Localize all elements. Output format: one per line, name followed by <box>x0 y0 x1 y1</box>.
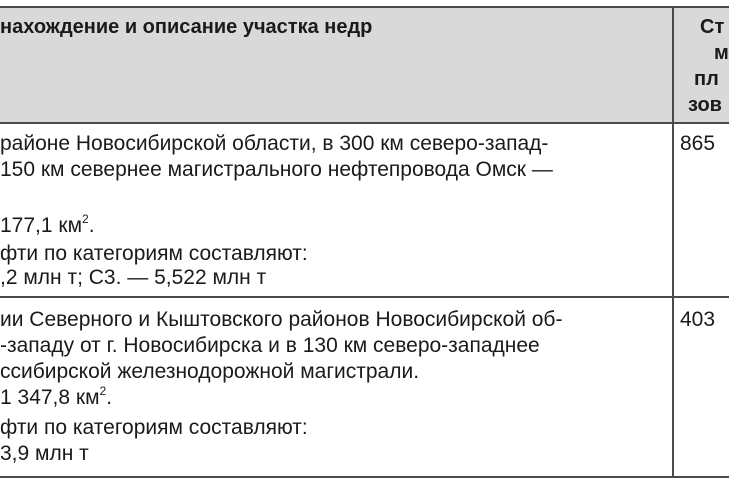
row-2-description-cell <box>0 298 672 478</box>
header-value-line-1: Ст <box>700 16 725 38</box>
row-2-line-1: ии Северного и Кыштовского районов Новосибирской об- <box>0 308 563 331</box>
row-1-area-value: 177,1 км <box>0 214 83 237</box>
row-1-description-cell <box>0 124 672 296</box>
row-1-value: 865 <box>680 132 716 155</box>
row-2-line-3: ссибирской железнодорожной магистрали. <box>0 360 420 383</box>
row-1-area-sup: 2 <box>82 212 89 226</box>
row-1-line-5: фти по категориям составляют: <box>0 242 308 265</box>
header-value-cell <box>672 6 729 124</box>
column-divider <box>672 124 674 478</box>
header-location-title: нахождение и описание участка недр <box>0 16 373 38</box>
header-value-line-4: зов <box>688 94 722 116</box>
row-2-area-line <box>0 386 112 409</box>
row-2-area-dot: . <box>106 386 113 409</box>
header-value-line-3: пл <box>694 68 719 90</box>
header-value-line-2: м <box>714 42 729 64</box>
row-1-line-1: районе Новосибирской области, в 300 км северо-запад- <box>0 132 549 155</box>
row-2-area-sup: 2 <box>99 384 107 398</box>
row-1-area-dot: . <box>88 214 95 237</box>
row-1-value-cell <box>674 124 729 296</box>
row-2-value-cell <box>674 298 729 478</box>
row-2-value: 403 <box>680 308 716 331</box>
row-divider <box>0 296 729 298</box>
row-1-line-6: ,2 млн т; С3. — 5,522 млн т <box>0 266 267 289</box>
table-bottom-border <box>0 476 729 478</box>
row-1-line-2: 150 км севернее магистрального нефтепровода Омск — <box>0 158 553 181</box>
row-2-line-2: -западу от г. Новосибирска и в 130 км северо-западнее <box>0 334 540 357</box>
row-2-line-6: 3,9 млн т <box>0 442 89 465</box>
row-2-area-value: 1 347,8 км <box>0 386 100 409</box>
row-2-line-5: фти по категориям составляют: <box>0 416 308 439</box>
header-location-cell <box>0 6 672 124</box>
row-1-area-line <box>0 214 95 237</box>
